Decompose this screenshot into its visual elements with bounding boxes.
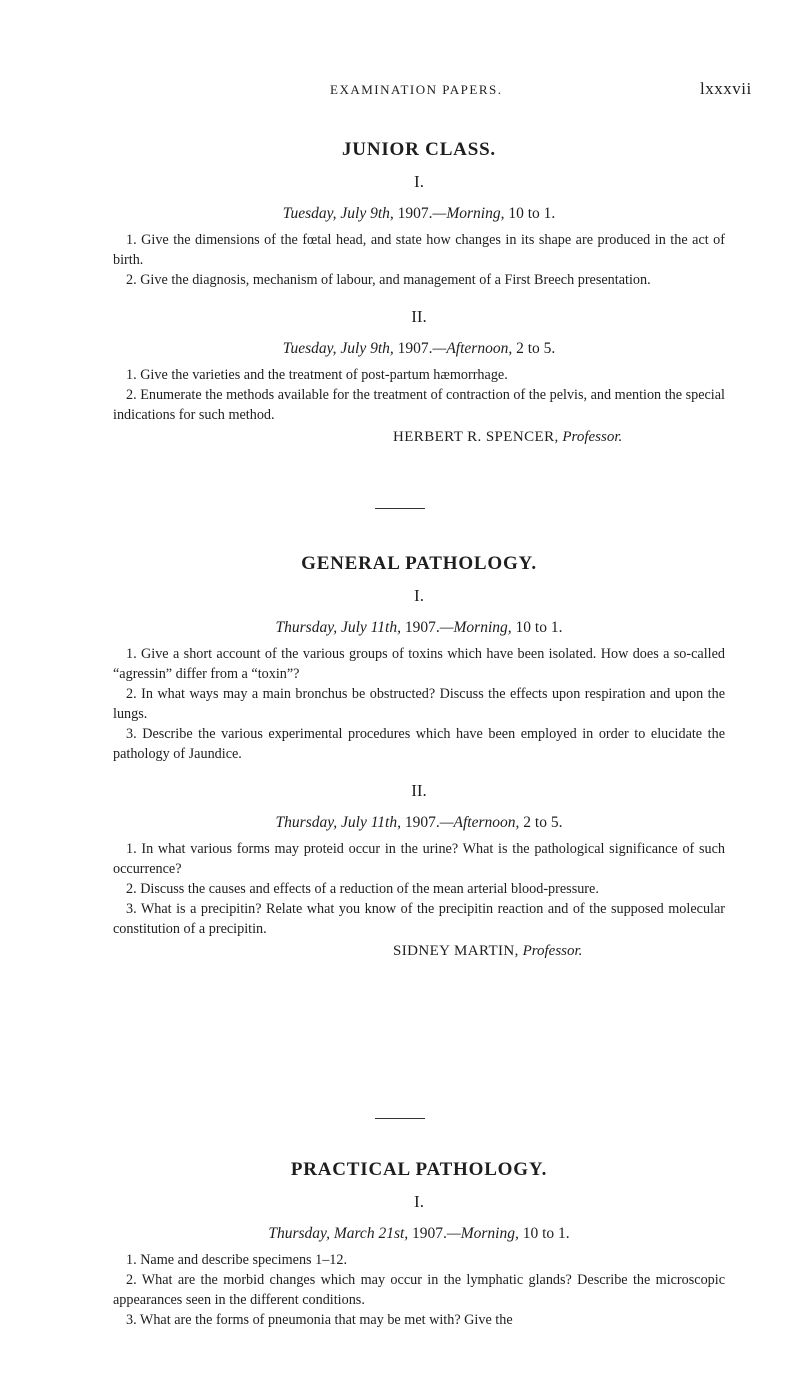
question: 1. Name and describe specimens 1–12.: [126, 1252, 348, 1268]
session-day: Thursday, July 11th,: [275, 619, 401, 636]
professor-signature: [113, 941, 725, 961]
section-divider: [375, 1118, 425, 1119]
section-junior-class: [113, 138, 725, 447]
question: 1. Give the dimensions of the fœtal head, and state how changes in its shape are produced in the act of birth.: [113, 232, 725, 268]
professor-role: Professor.: [558, 429, 623, 445]
question: 3. Describe the various experimental procedures which have been employed in order to elucidate the pathology of Jaundice.: [113, 726, 725, 762]
question: 2. Discuss the causes and effects of a reduction of the mean arterial blood-pressure.: [126, 881, 599, 897]
question: 2. In what ways may a main bronchus be obstructed? Discuss the effects upon respiration and upon the lungs.: [113, 686, 725, 722]
question-list: [113, 230, 725, 290]
professor-name: SIDNEY MARTIN,: [393, 943, 519, 959]
question-list: [113, 644, 725, 764]
question: 2. Give the diagnosis, mechanism of labour, and management of a First Breech presentation.: [126, 272, 651, 288]
question-list: [113, 365, 725, 425]
session-day: Thursday, July 11th,: [275, 814, 401, 831]
question: 3. What are the forms of pneumonia that may be met with? Give the: [126, 1312, 513, 1328]
session-year: 1907.: [393, 340, 433, 357]
question: 3. What is a precipitin? Relate what you know of the precipitin reaction and of the supposed molecular constitution of a precipitin.: [113, 901, 725, 937]
professor-role: Professor.: [518, 943, 583, 959]
session-year: 1907.: [408, 1225, 447, 1242]
session-time: —Morning,: [446, 1225, 519, 1242]
session-hours: 2 to 5.: [519, 814, 563, 831]
session-year: 1907.: [400, 814, 440, 831]
part-numeral: I.: [414, 1192, 424, 1211]
session-line: [113, 1224, 725, 1244]
part-numeral: II.: [411, 307, 427, 326]
question: 2. Enumerate the methods available for the treatment of contraction of the pelvis, and mention the special indications for such method.: [113, 387, 725, 423]
session-day: Tuesday, July 9th,: [282, 340, 394, 357]
section-divider: [375, 508, 425, 509]
section-title: GENERAL PATHOLOGY.: [301, 553, 537, 574]
running-header: [0, 79, 800, 104]
session-hours: 10 to 1.: [518, 1225, 570, 1242]
part-numeral: II.: [411, 781, 427, 800]
section-practical-pathology: [113, 1158, 725, 1330]
professor-name: HERBERT R. SPENCER,: [393, 429, 559, 445]
question-list: [113, 1250, 725, 1330]
session-time: —Morning,: [432, 205, 505, 222]
question: 1. Give a short account of the various groups of toxins which have been isolated. How does a so-called “agressin” differ from a “toxin”?: [113, 646, 725, 682]
session-hours: 2 to 5.: [512, 340, 556, 357]
session-year: 1907.: [400, 619, 440, 636]
section-title: JUNIOR CLASS.: [342, 139, 496, 160]
session-line: [113, 618, 725, 638]
part-numeral: I.: [414, 172, 424, 191]
session-day: Thursday, March 21st,: [268, 1225, 409, 1242]
session-line: [113, 813, 725, 833]
session-hours: 10 to 1.: [511, 619, 563, 636]
session-line: [113, 204, 725, 224]
session-time: —Afternoon,: [439, 814, 520, 831]
session-line: [113, 339, 725, 359]
professor-signature: [113, 427, 725, 447]
session-time: —Afternoon,: [432, 340, 513, 357]
running-title: EXAMINATION PAPERS.: [330, 82, 503, 97]
section-title: PRACTICAL PATHOLOGY.: [290, 1159, 548, 1180]
session-hours: 10 to 1.: [504, 205, 556, 222]
question-list: [113, 839, 725, 939]
question: 2. What are the morbid changes which may occur in the lymphatic glands? Describe the microscopic appearances seen in the different conditions.: [113, 1272, 725, 1308]
question: 1. Give the varieties and the treatment of post-partum hæmorrhage.: [126, 367, 508, 383]
page-number: lxxxvii: [700, 79, 752, 98]
session-day: Tuesday, July 9th,: [282, 205, 394, 222]
session-time: —Morning,: [439, 619, 512, 636]
session-year: 1907.: [393, 205, 433, 222]
part-numeral: I.: [414, 586, 424, 605]
question: 1. In what various forms may proteid occur in the urine? What is the pathological significance of such occurrence?: [113, 841, 725, 877]
section-general-pathology: [113, 552, 725, 961]
